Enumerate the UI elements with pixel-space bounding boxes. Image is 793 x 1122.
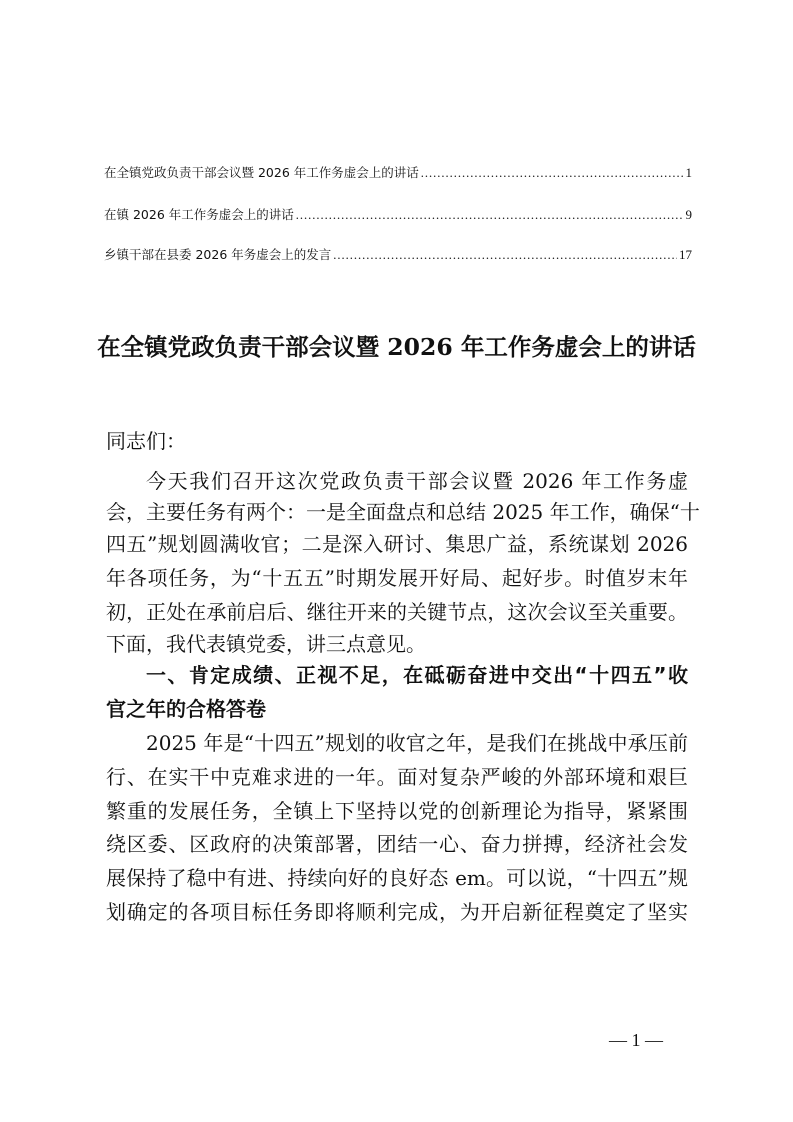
section-heading: 一、肯定成绩、正视不足，在砥砺奋进中交出“十四五”收 — [146, 663, 688, 687]
page-number: — 1 — — [609, 1030, 663, 1050]
document-title: 在全镇党政负责干部会议暨 2026 年工作务虚会上的讲话 — [97, 333, 696, 361]
toc-entry-title: 在全镇党政负责干部会议暨 2026 年工作务虚会上的讲话 — [104, 165, 419, 180]
section-heading-cont: 官之年的合格答卷 — [106, 697, 266, 721]
paragraph-line: 行、在实干中克难求进的一年。面对复杂严峻的外部环境和艰巨 — [106, 765, 688, 789]
toc-entry-page: 1 — [685, 165, 692, 180]
paragraph-line: 展保持了稳中有进、持续向好的良好态 em。可以说，“十四五”规 — [106, 866, 688, 890]
salutation: 同志们： — [106, 429, 186, 453]
paragraph-line: 划确定的各项目标任务即将顺利完成，为开启新征程奠定了坚实 — [106, 900, 688, 924]
paragraph-line: 年各项任务，为“十五五”时期发展开好局、起好步。时值岁末年 — [106, 566, 688, 590]
paragraph-line: 会，主要任务有两个：一是全面盘点和总结 2025 年工作，确保“十 — [106, 500, 700, 524]
paragraph-line: 2025 年是“十四五”规划的收官之年，是我们在挑战中承压前 — [146, 731, 688, 755]
paragraph-line: 下面，我代表镇党委，讲三点意见。 — [106, 632, 426, 656]
paragraph-line: 初，正处在承前启后、继往开来的关键节点，这次会议至关重要。 — [106, 600, 688, 624]
toc-entry[interactable] — [104, 245, 692, 263]
toc-entry-title: 乡镇干部在县委 2026 年务虚会上的发言 — [104, 247, 332, 262]
paragraph-line: 四五”规划圆满收官；二是深入研讨、集思广益，系统谋划 2026 — [106, 532, 688, 556]
toc-leader-dots — [333, 248, 677, 263]
toc-entry[interactable] — [104, 205, 692, 223]
toc-entry-page: 17 — [679, 247, 692, 262]
toc-entry-title: 在镇 2026 年工作务虚会上的讲话 — [104, 207, 294, 222]
paragraph-line: 绕区委、区政府的决策部署，团结一心、奋力拼搏，经济社会发 — [106, 832, 688, 856]
toc-entry[interactable] — [104, 163, 692, 181]
toc-entry-page: 9 — [685, 207, 692, 222]
toc-leader-dots — [296, 208, 684, 223]
paragraph-line: 繁重的发展任务，全镇上下坚持以党的创新理论为指导，紧紧围 — [106, 799, 688, 823]
paragraph-line: 今天我们召开这次党政负责干部会议暨 2026 年工作务虚 — [146, 469, 688, 493]
toc-leader-dots — [421, 166, 684, 181]
